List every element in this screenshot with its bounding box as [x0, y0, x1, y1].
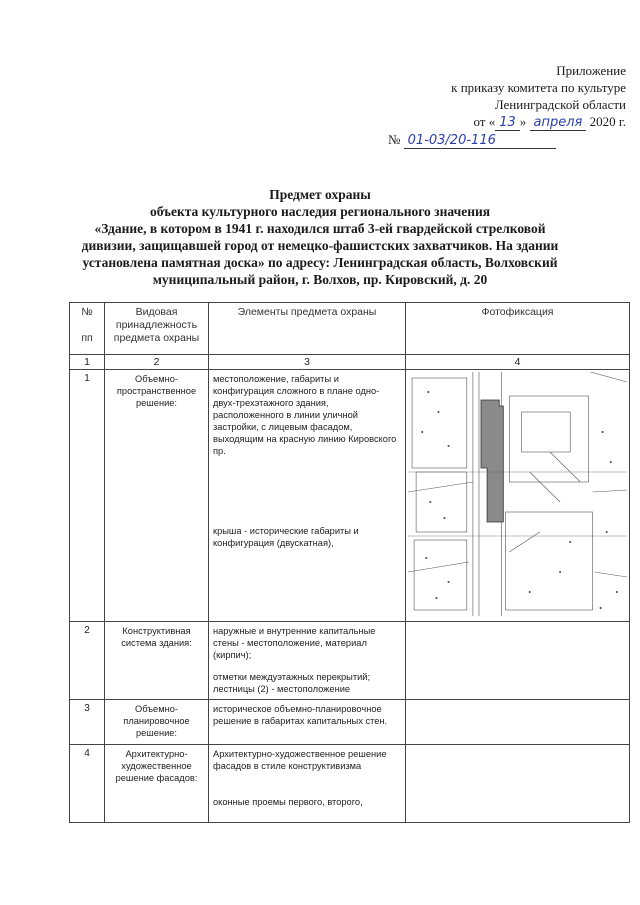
header-elements: Элементы предмета охраны — [209, 303, 406, 355]
row-elements — [209, 622, 406, 700]
title-line-4: дивизии, защищавшей город от немецко-фашистских захватчиков. На здании — [81, 238, 559, 253]
protection-subject-table — [69, 302, 630, 823]
document-title — [40, 186, 600, 288]
table-row — [70, 745, 630, 823]
row-type: Объемно-планировочное решение: — [105, 700, 209, 745]
row-number: 2 — [70, 622, 105, 700]
appendix-order-line: к приказу комитета по культуре — [451, 80, 626, 95]
element-text: оконные проемы первого, второго, — [213, 797, 363, 807]
table-header-row — [70, 303, 630, 355]
index-cell: 3 — [209, 355, 406, 370]
site-plan-image — [408, 372, 627, 616]
row-type: Архитектурно-художественное решение фасадов: — [105, 745, 209, 823]
row-photo — [406, 370, 630, 622]
row-elements — [209, 370, 406, 622]
row-number: 4 — [70, 745, 105, 823]
row-number: 1 — [70, 370, 105, 622]
table-row — [70, 700, 630, 745]
table-row — [70, 622, 630, 700]
row-elements — [209, 745, 406, 823]
index-cell: 1 — [70, 355, 105, 370]
title-line-5: установлена памятная доска» по адресу: Ленинградская область, Волховский — [82, 255, 558, 270]
appendix-block — [386, 62, 626, 149]
header-num: № пп — [70, 303, 105, 355]
row-type: Объемно-пространственное решение: — [105, 370, 209, 622]
header-type: Видовая принадлежность предмета охраны — [105, 303, 209, 355]
handwritten-number: 01-03/20-116 — [404, 133, 556, 149]
appendix-title: Приложение — [556, 63, 626, 78]
title-line-1: Предмет охраны — [269, 187, 371, 202]
handwritten-month: апреля — [530, 115, 587, 131]
title-line-2: объекта культурного наследия регионального значения — [149, 204, 491, 219]
table-row — [70, 370, 630, 622]
appendix-number: № 01-03/20-116 — [386, 131, 626, 149]
element-text: отметки междуэтажных перекрытий; лестницы (2) - местоположение — [213, 672, 371, 694]
element-text: историческое объемно-планировочное решение в габаритах капитальных стен. — [213, 704, 388, 726]
element-text: крыша - исторические габариты и конфигурация (двускатная), — [213, 526, 359, 548]
row-photo — [406, 622, 630, 700]
element-text: Архитектурно-художественное решение фасадов в стиле конструктивизма — [213, 749, 387, 771]
table-index-row — [70, 355, 630, 370]
title-line-6: муниципальный район, г. Волхов, пр. Кировский, д. 20 — [152, 272, 488, 287]
index-cell: 4 — [406, 355, 630, 370]
header-photo: Фотофиксация — [406, 303, 630, 355]
element-text: местоположение, габариты и конфигурация сложного в плане одно-двух-трехэтажного здания, расположенного в линии уличной застройки, с лицевым фасадом, выходящим на красную линию Кировского пр. — [213, 374, 397, 456]
appendix-date: от « 13 » апреля 2020 г. — [473, 114, 626, 130]
row-type: Конструктивная система здания: — [105, 622, 209, 700]
row-photo — [406, 700, 630, 745]
row-number: 3 — [70, 700, 105, 745]
index-cell: 2 — [105, 355, 209, 370]
appendix-region-line: Ленинградской области — [494, 97, 626, 112]
row-elements — [209, 700, 406, 745]
element-text: наружные и внутренние капитальные стены - местоположение, материал (кирпич); — [213, 626, 376, 660]
title-line-3: «Здание, в котором в 1941 г. находился штаб 3-ей гвардейской стрелковой — [94, 221, 546, 236]
row-photo — [406, 745, 630, 823]
handwritten-day: 13 — [495, 115, 520, 131]
